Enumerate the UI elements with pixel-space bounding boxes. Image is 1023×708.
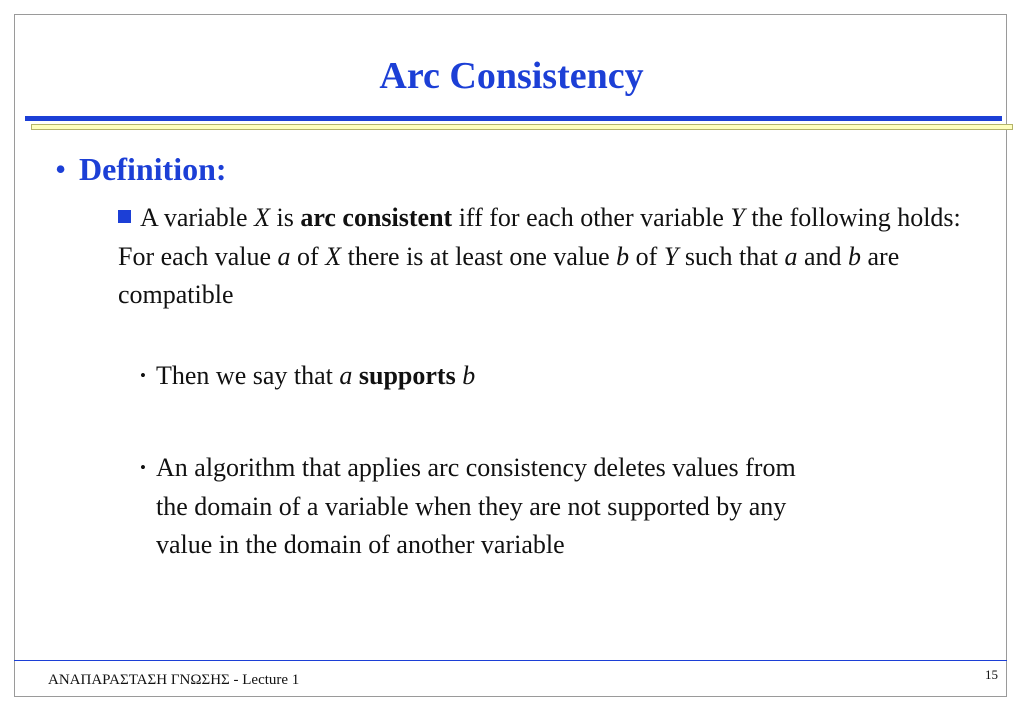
definition-label: Definition: bbox=[79, 151, 227, 187]
variable-y: Y bbox=[730, 203, 745, 232]
text-run: the domain of a variable when they are not supported by any bbox=[156, 491, 787, 521]
bullet-dot-icon: • bbox=[55, 151, 67, 187]
variable-x: X bbox=[325, 241, 342, 271]
text-run: of bbox=[290, 241, 326, 271]
value-a: a bbox=[784, 241, 798, 271]
footer-course-label: ΑΝΑΠΑΡΑΣΤΑΣΗ ΓΝΩΣΗΣ - Lecture 1 bbox=[48, 672, 300, 688]
algorithm-line-3 bbox=[140, 526, 960, 565]
title-underline-yellow bbox=[31, 124, 1013, 130]
text-run: is bbox=[269, 203, 301, 232]
value-b: b bbox=[462, 361, 476, 390]
text-run: Then we say that bbox=[156, 361, 340, 390]
text-run: value in the domain of another variable bbox=[156, 530, 565, 559]
small-bullet-icon: • bbox=[140, 366, 146, 385]
text-run: there is at least one value bbox=[341, 241, 617, 271]
term-supports: supports bbox=[358, 361, 456, 390]
sub-bullet-supports bbox=[140, 357, 475, 396]
value-b: b bbox=[616, 241, 630, 271]
value-b: b bbox=[848, 241, 862, 271]
title-underline-blue bbox=[25, 116, 1002, 121]
text-run: are compatible bbox=[118, 241, 900, 309]
value-a: a bbox=[277, 241, 291, 271]
variable-y: Y bbox=[663, 241, 679, 271]
definition-heading bbox=[55, 149, 227, 189]
text-run: iff for each other variable bbox=[452, 203, 731, 232]
text-run: A variable bbox=[140, 203, 255, 232]
term-arc-consistent: arc consistent bbox=[300, 203, 453, 232]
value-a: a bbox=[339, 361, 353, 390]
page-number: 15 bbox=[985, 667, 998, 682]
variable-x: X bbox=[254, 203, 270, 232]
definition-paragraph bbox=[118, 199, 968, 315]
footer-divider bbox=[14, 660, 1007, 661]
text-run: the following holds: For each value bbox=[118, 203, 961, 271]
text-run: and bbox=[797, 241, 849, 271]
text-run: An algorithm that applies arc consistency deletes values from bbox=[156, 453, 796, 482]
text-run: of bbox=[629, 241, 664, 271]
text-run: such that bbox=[678, 241, 785, 271]
algorithm-line-1 bbox=[140, 449, 960, 488]
small-bullet-icon: • bbox=[140, 458, 146, 477]
square-bullet-icon bbox=[118, 210, 131, 223]
algorithm-line-2 bbox=[140, 488, 960, 527]
slide-title: Arc Consistency bbox=[379, 55, 644, 97]
sub-bullet-algorithm bbox=[140, 449, 960, 565]
